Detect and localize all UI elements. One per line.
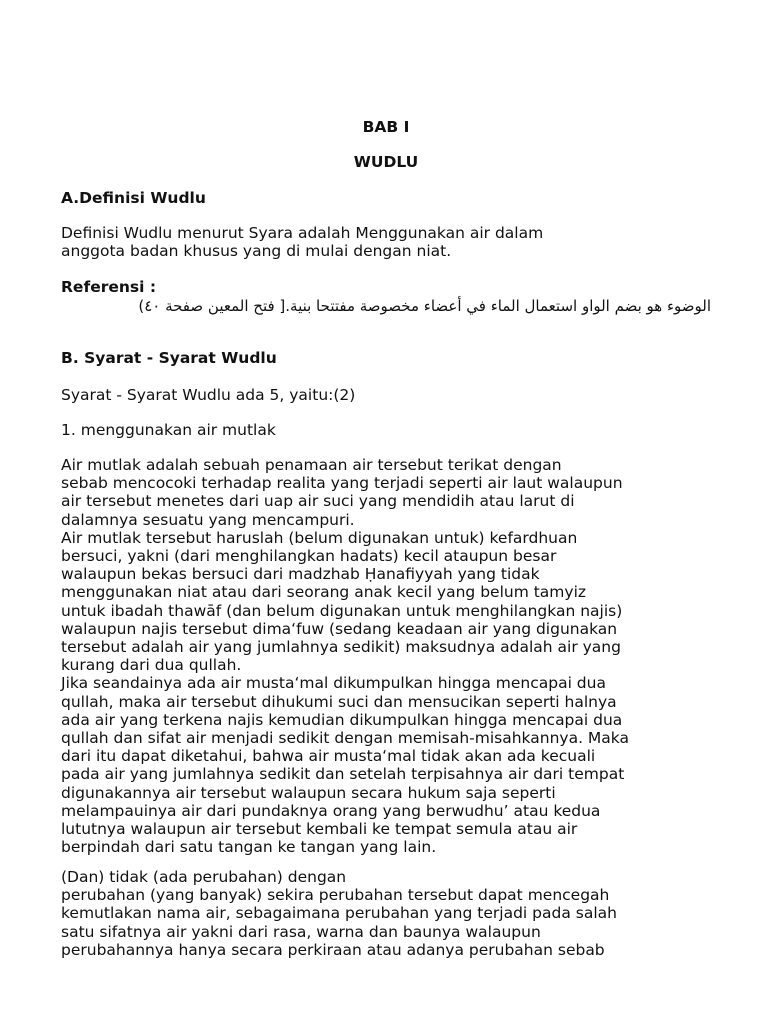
referensi-label: Referensi : [61, 278, 157, 296]
section-a-heading: A.Definisi Wudlu [61, 189, 206, 207]
referensi-arabic-text: الوضوء هو بضم الواو استعمال الماء في أعضاء مخصوصة مفتتحا بنية.[ فتح المعين صفحة ٤٠) [138, 297, 711, 315]
section-a-paragraph: Definisi Wudlu menurut Syara adalah Menggunakan air dalam anggota badan khusus yang di mulai dengan niat. [61, 224, 544, 261]
list-item-1: 1. menggunakan air mutlak [61, 421, 276, 439]
page-title: WUDLU [353, 153, 419, 171]
section-b-intro: Syarat - Syarat Wudlu ada 5, yaitu:(2) [61, 386, 356, 404]
section-b-heading: B. Syarat - Syarat Wudlu [61, 349, 277, 367]
chapter-label: BAB I [362, 118, 410, 136]
perubahan-paragraph: (Dan) tidak (ada perubahan) dengan perubahan (yang banyak) sekira perubahan tersebut dapat mencegah kemutlakan nama air, sebagaimana perubahan yang terjadi pada salah satu sifatnya air yakni dari rasa, warna dan baunya walaupun perubahannya hanya secara perkiraan atau adanya perubahan sebab [61, 868, 617, 959]
air-mutlak-paragraph: Air mutlak adalah sebuah penamaan air tersebut terikat dengan sebab mencocoki terhadap realita yang terjadi seperti air laut walaupun air tersebut menetes dari uap air suci yang mendidih atau larut di dalamnya sesuatu yang mencampuri. Air mutlak tersebut haruslah (belum digunakan untuk) kefardhuan bersuci, yakni (dari menghilangkan hadats) kecil ataupun besar walaupun bekas bersuci dari madzhab Ḥanafiyyah yang tidak menggunakan niat atau dari seorang anak kecil yang belum tamyiz untuk ibadah thawāf (dan belum digunakan untuk menghilangkan najis) walaupun najis tersebut dimaʻfuw (sedang keadaan air yang digunakan tersebut adalah air yang jumlahnya sedikit) maksudnya adalah air yang kurang dari dua qullah. Jika seandainya ada air mustaʻmal dikumpulkan hingga mencapai dua qullah, maka air tersebut dihukumi suci dan mensucikan seperti halnya ada air yang terkena najis kemudian dikumpulkan hingga mencapai dua qullah dan sifat air menjadi sedikit dengan memisah-misahkannya. Maka dari itu dapat diketahui, bahwa air mustaʻmal tidak akan ada kecuali pada air yang jumlahnya sedikit dan setelah terpisahnya air dari tempat digunakannya air tersebut walaupun secara hukum saja seperti melampauinya air dari pundaknya orang yang berwudhu’ atau kedua lututnya walaupun air tersebut kembali ke tempat semula atau air berpindah dari satu tangan ke tangan yang lain. [61, 456, 630, 857]
